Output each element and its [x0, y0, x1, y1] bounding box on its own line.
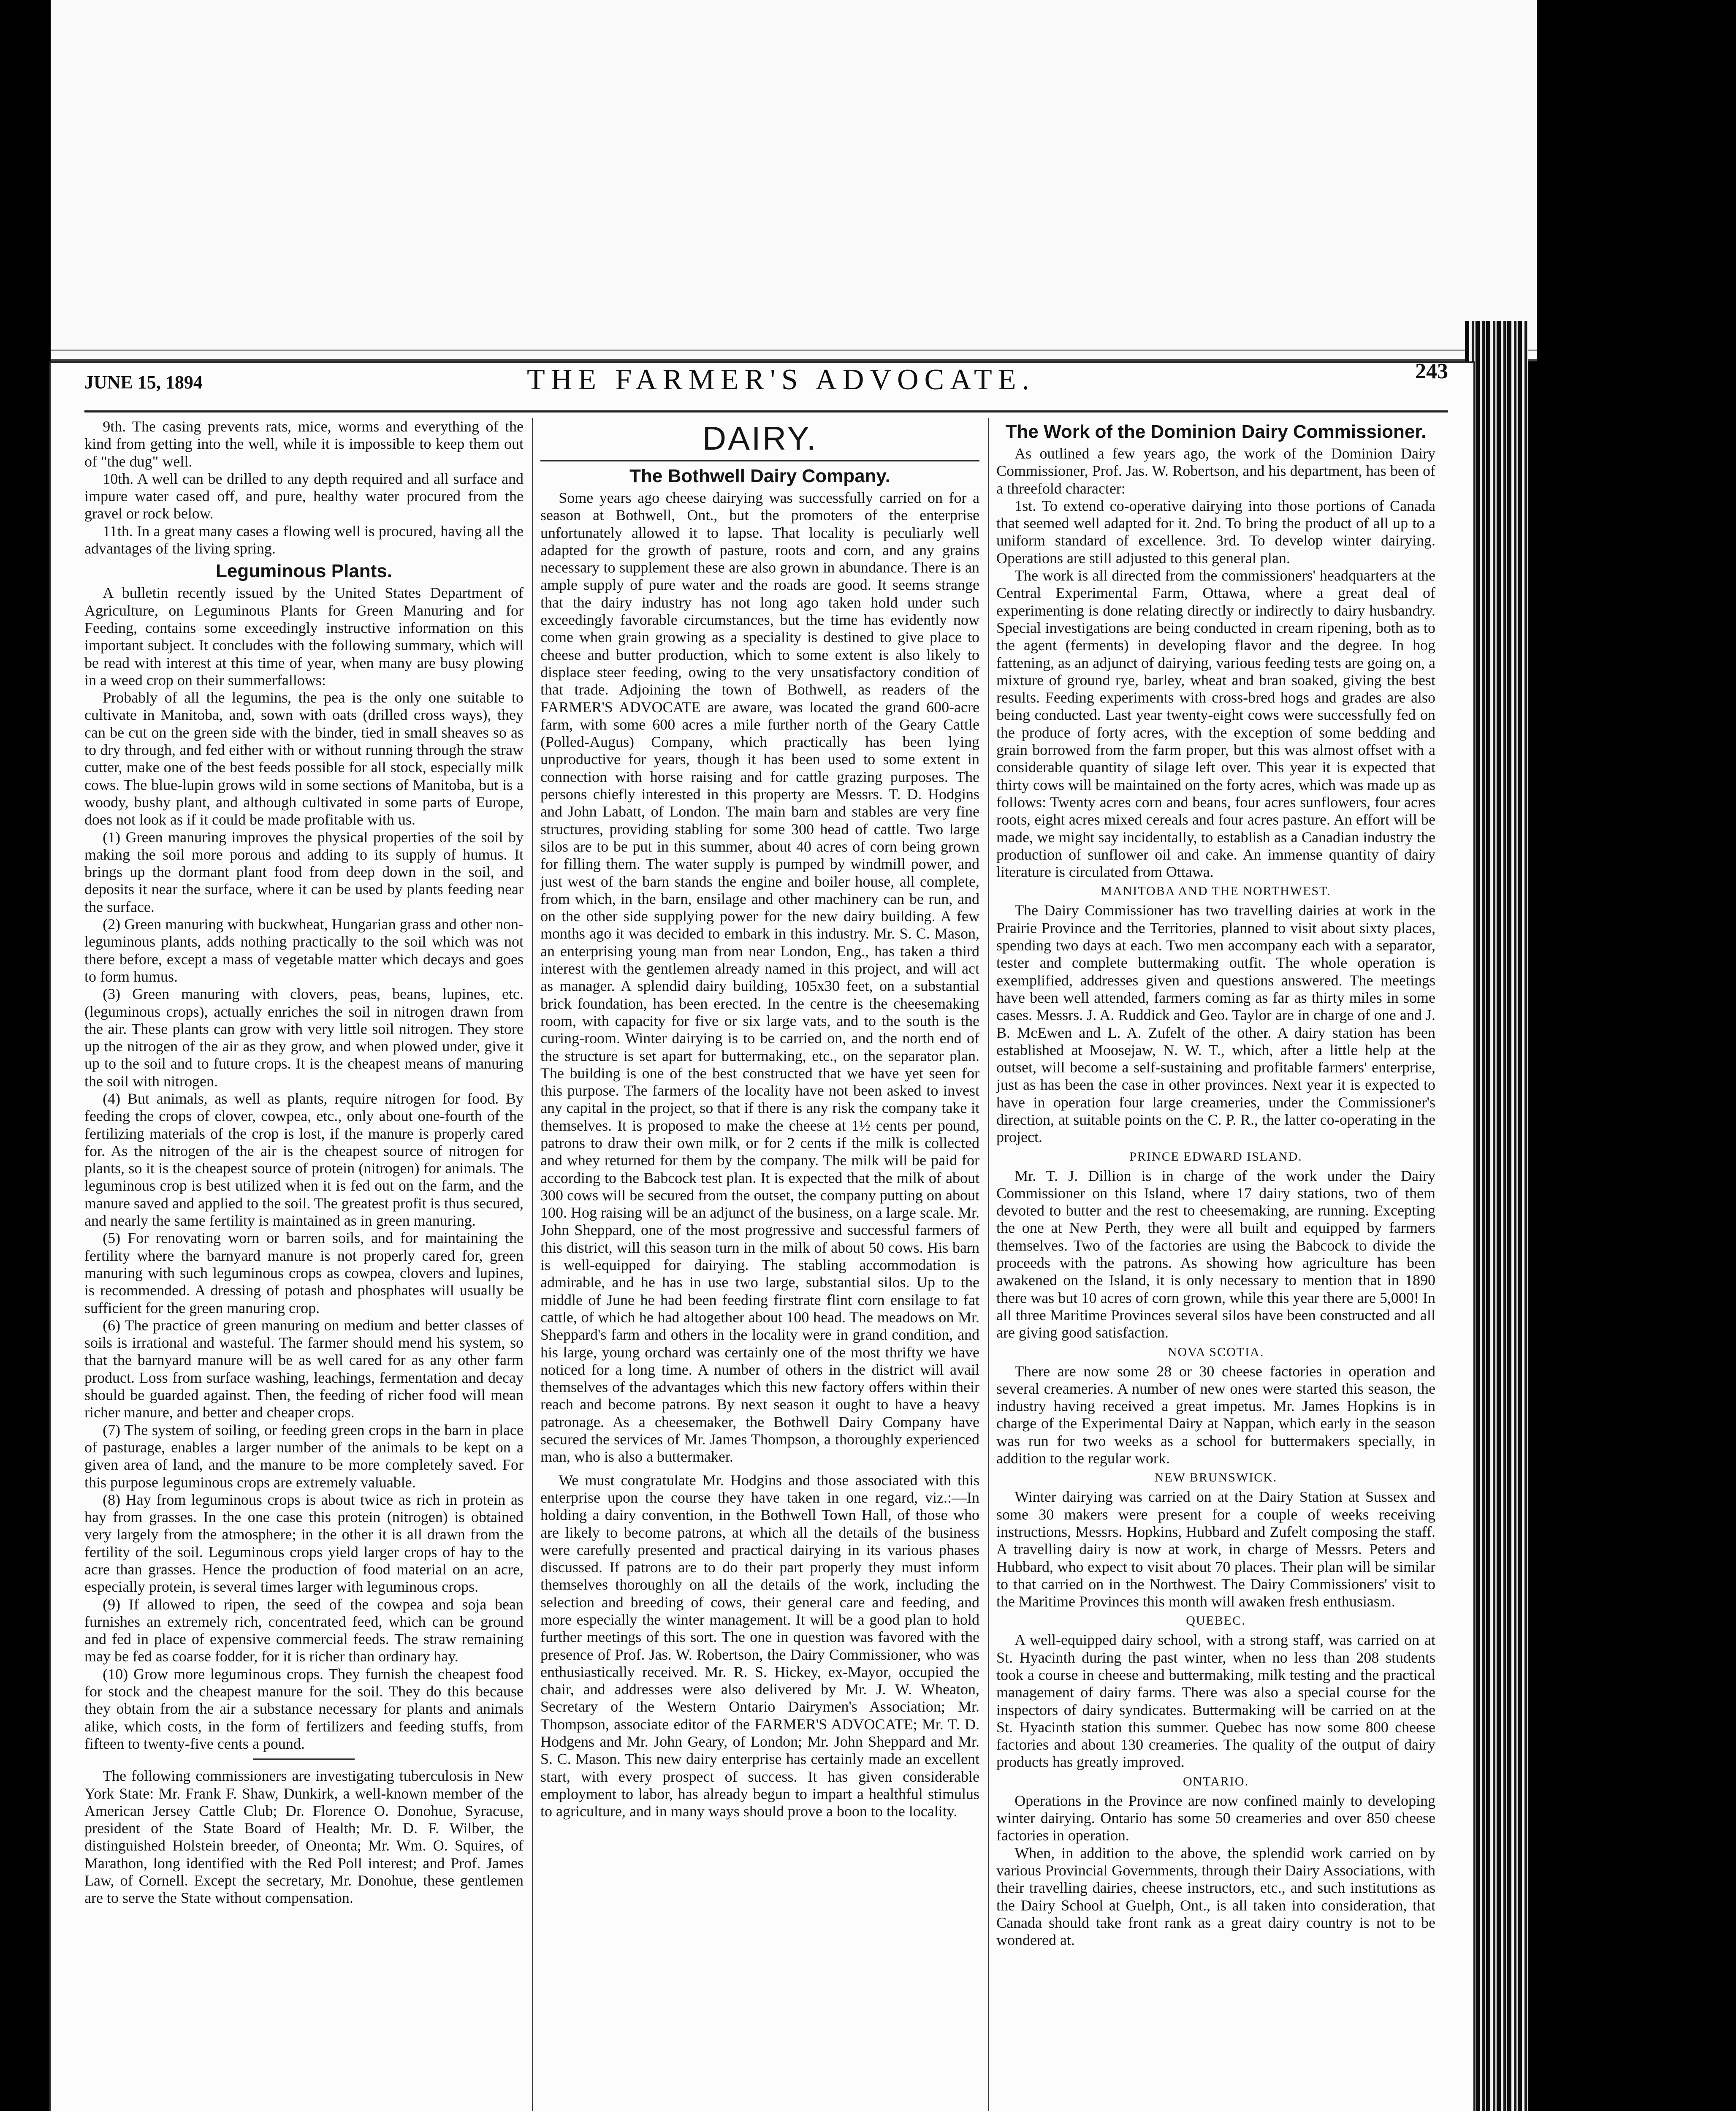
paragraph: (7) The system of soiling, or feeding green crops in the barn in place of pasturage, enables a larger number of the animals to be kept on a given area of land, and the manure to be more completely saved. For this purpose leguminous crops are extremely valuable. — [84, 1421, 524, 1491]
paragraph: (4) But animals, as well as plants, require nitrogen for food. By feeding the crops of clover, cowpea, etc., only about one-fourth of the fertilizing materials of the crop is lost, if the manure is properly cared for. As the nitrogen of the air is the cheapest source of nitrogen for plants, so it is the cheapest source of protein (nitrogen) for animals. The leguminous crop is best utilized when it is fed out on the farm, and the manure saved and applied to the soil. The greatest profit is thus secured, and nearly the same fertility is maintained as in green manuring. — [84, 1090, 524, 1229]
column-2 — [540, 418, 979, 2111]
paragraph: Winter dairying was carried on at the Dairy Station at Sussex and some 30 makers were present for a couple of weeks receiving instructions, Messrs. Hopkins, Hubbard and Zufelt composing the staff. A travelling dairy is now at work, in charge of Messrs. Peters and Hubbard, who expect to visit about 70 places. Their plan will be similar to that carried on in the Northwest. The Dairy Commissioners' visit to the Maritime Provinces this month will awaken fresh enthusiasm. — [996, 1488, 1435, 1610]
subheading: NEW BRUNSWICK. — [1154, 1471, 1278, 1485]
paragraph: There are now some 28 or 30 cheese factories in operation and several creameries. A number of new ones were started this season, the industry having received a great impetus. Mr. James Hopkins is in charge of the Experimental Dairy at Nappan, which early in the season was run for two weeks as a school for buttermakers specially, in addition to the regular work. — [996, 1362, 1435, 1467]
paragraph: Probably of all the legumins, the pea is the only one suitable to cultivate in Manitoba, and, sown with oats (drilled cross ways), they can be cut on the green side with the binder, tied in small sheaves so as to dry through, and fed either with or without running through the straw cutter, make one of the best feeds possible for all stock, especially milk cows. The blue-lupin grows wild in some sections of Manitoba, but is a woody, bushy plant, and although cultivated in some parts of Europe, does not look as if it could be made profitable with us. — [84, 689, 524, 828]
article-heading: The Bothwell Dairy Company. — [629, 466, 890, 486]
subheading: PRINCE EDWARD ISLAND. — [1129, 1149, 1302, 1164]
paragraph: 1st. To extend co-operative dairying into those portions of Canada that seemed well adapted for it. 2nd. To bring the product of all up to a uniform standard of excellence. 3rd. To develop winter dairying. Operations are still adjusted to this general plan. — [996, 497, 1435, 567]
paragraph: (6) The practice of green manuring on medium and better classes of soils is irrational and wasteful. The farmer should mend his system, so that the barnyard manure will be as well cared for as any other farm product. Loss from surface washing, leachings, fermentation and decay should be guarded against. Then, the feeding of richer food will mean richer manure, and better and cheaper crops. — [84, 1316, 524, 1421]
subheading: NOVA SCOTIA. — [1167, 1345, 1264, 1359]
paragraph: As outlined a few years ago, the work of the Dominion Dairy Commissioner, Prof. Jas. W. Robertson, and his department, has been of a threefold character: — [996, 445, 1435, 497]
paragraph: A well-equipped dairy school, with a strong staff, was carried on at St. Hyacinth during the past winter, when no less than 208 students took a course in cheese and buttermaking, milk testing and the practical management of dairy farms. There was also a special course for the inspectors of dairy syndicates. Buttermaking will be carried on at the St. Hyacinth station this summer. Quebec has now some 800 cheese factories and about 130 creameries. The quality of the output of dairy products has greatly improved. — [996, 1631, 1435, 1771]
divider — [253, 1758, 355, 1760]
newspaper-page — [51, 359, 1473, 2111]
paragraph: The work is all directed from the commissioners' headquarters at the Central Experimental Farm, Ottawa, where a great deal of experimenting is done relating directly or indirectly to dairy husbandry. Special investigations are being conducted in cream ripening, both as to the agent (ferments) in developing flavor and the degree. In hog fattening, as an adjunct of dairying, various feeding tests are going on, a mixture of ground rye, barley, wheat and bran soaked, giving the best results. Feeding experiments with cross-bred hogs and grades are also being conducted. Last year twenty-eight cows were successfully fed on the produce of forty acres, with the exception of some bedding and grain borrowed from the farm proper, but this was almost offset with a considerable quantity of silage left over. This year it is expected that thirty cows will be maintained on the forty acres, which was made up as follows: Twenty acres corn and beans, four acres sunflowers, four acres roots, eight acres mixed cereals and four acres pasture. An effort will be made, we might say incidentally, to establish as a Canadian industry the production of sunflower oil and cake. An immense quantity of dairy literature is circulated from Ottawa. — [996, 567, 1435, 881]
issue-date: JUNE 15, 1894 — [84, 372, 203, 393]
subheading: QUEBEC. — [1186, 1614, 1246, 1628]
section-rule — [540, 460, 979, 461]
book-page-edges — [1465, 321, 1528, 2111]
paragraph: (5) For renovating worn or barren soils, and for maintaining the fertility where the barnyard manure is not properly cared for, green manuring with such leguminous crops as cowpea, clovers and lupines, is recommended. A dressing of potash and phosphates will usually be sufficient for the green manuring crop. — [84, 1229, 524, 1316]
paragraph: (8) Hay from leguminous crops is about twice as rich in protein as hay from grasses. In the one case this protein (nitrogen) is obtained very largely from the atmosphere; in the other it is all drawn from the fertility of the soil. Leguminous crops yield larger crops of hay to the acre than grasses. Hence the production of food material on an acre, especially protein, is several times larger with leguminous crops. — [84, 1491, 524, 1595]
column-divider — [532, 418, 533, 2111]
subheading: ONTARIO. — [1183, 1774, 1249, 1788]
paragraph: 9th. The casing prevents rats, mice, worms and everything of the kind from getting into the well, while it is impossible to keep them out of "the dug" well. — [84, 418, 524, 470]
paragraph: Operations in the Province are now confined mainly to developing winter dairying. Ontario has some 50 creameries and over 850 cheese factories in operation. — [996, 1792, 1435, 1844]
paragraph: (10) Grow more leguminous crops. They furnish the cheapest food for stock and the cheapest manure for the soil. They do this because they obtain from the air a substance necessary for plants and animals alike, which costs, in the form of fertilizers and feeding stuffs, from fifteen to twenty-five cents a pound. — [84, 1665, 524, 1752]
header-rule — [84, 410, 1448, 412]
paragraph: (9) If allowed to ripen, the seed of the cowpea and soja bean furnishes an extremely rich, concentrated feed, which can be ground and fed in place of expensive commercial feeds. The straw remaining may be fed as coarse fodder, for it is richer than ordinary hay. — [84, 1595, 524, 1665]
column-1 — [84, 418, 524, 2111]
section-title: DAIRY. — [702, 420, 818, 457]
paragraph: The following commissioners are investigating tuberculosis in New York State: Mr. Frank F. Shaw, Dunkirk, a well-known member of the American Jersey Cattle Club; Dr. Florence O. Donohue, Syracuse, president of the State Board of Health; Mr. D. F. Wilber, the distinguished Holstein breeder, of Oneonta; Mr. Wm. O. Squires, of Marathon, long identified with the Red Poll interest; and Prof. James Law, of Cornell. Except the secretary, Mr. Donohue, these gentlemen are to serve the State without compensation. — [84, 1767, 524, 1907]
subheading: MANITOBA AND THE NORTHWEST. — [1101, 884, 1331, 898]
column-3 — [996, 418, 1435, 2111]
column-divider — [988, 418, 989, 2111]
paragraph: A bulletin recently issued by the United States Department of Agriculture, on Leguminous Plants for Green Manuring and for Feeding, contains some exceedingly instructive information on this important subject. It concludes with the following summary, which will be read with interest at this time of year, when many are busy plowing in a weed crop on their summerfallows: — [84, 584, 524, 689]
paragraph: (3) Green manuring with clovers, peas, beans, lupines, etc. (leguminous crops), actually enriches the soil in nitrogen drawn from the air. These plants can grow with very little soil nitrogen. They store up the nitrogen of the air as they grow, and when plowed under, give it up to the soil and to future crops. It is the cheapest means of manuring the soil with nitrogen. — [84, 985, 524, 1090]
paragraph: When, in addition to the above, the splendid work carried on by various Provincial Governments, through their Dairy Associations, with their travelling dairies, cheese instructors, etc., and such institutions as the Dairy School at Guelph, Ont., is all taken into consideration, that Canada should take front rank as a great dairy country is not to be wondered at. — [996, 1844, 1435, 1949]
paragraph: 11th. In a great many cases a flowing well is procured, having all the advantages of the living spring. — [84, 522, 524, 557]
paragraph: We must congratulate Mr. Hodgins and those associated with this enterprise upon the course they have taken in one regard, viz.:—In holding a dairy convention, in the Bothwell Town Hall, of those who are likely to become patrons, at which all the details of the business were carefully presented and practical dairying in its various phases discussed. If patrons are to do their part properly they must inform themselves thoroughly on all the details of the work, including the selection and breeding of cows, their general care and feeding, and more especially the winter management. It will be a good plan to hold further meetings of this sort. The one in question was favored with the presence of Prof. Jas. W. Robertson, the Dairy Commissioner, who was enthusiastically received. Mr. R. S. Hickey, ex-Mayor, occupied the chair, and addresses were also delivered by Mr. J. W. Wheaton, Secretary of the Western Ontario Dairymen's Association; Mr. Thompson, associate editor of the FARMER'S ADVOCATE; Mr. T. D. Hodgens and Mr. John Geary, of London; Mr. John Sheppard and Mr. S. C. Mason. This new dairy enterprise has certainly made an excellent start, with every prospect of success. It has given considerable employment to labor, has already begun to impart a healthful stimulus to agriculture, and in many ways should prove a boon to the locality. — [540, 1471, 979, 1820]
paragraph: Mr. T. J. Dillion is in charge of the work under the Dairy Commissioner on this Island, where 17 dairy stations, two of them devoted to butter and the rest to cheesemaking, are running. Excepting the one at New Perth, they were all built and equipped by farmers themselves. Two of the factories are using the Babcock to divide the proceeds with the patrons. As showing how agriculture has been awakened on the Island, it is only necessary to mention that in 1890 there was but 10 acres of corn grown, while this year there are 5,000! In all three Maritime Provinces several silos have been constructed and all are giving good satisfaction. — [996, 1167, 1435, 1341]
facing-page-edge — [51, 0, 1537, 361]
page-number: 243 — [1415, 359, 1448, 383]
paragraph: (1) Green manuring improves the physical properties of the soil by making the soil more porous and adding to its supply of humus. It brings up the dormant plant food from deep down in the soil, and deposits it near the surface, where it can be used by plants feeding near the surface. — [84, 828, 524, 915]
paragraph: (2) Green manuring with buckwheat, Hungarian grass and other non-leguminous plants, adds nothing practically to the soil which was not there before, except a mass of vegetable matter which decays and goes to form humus. — [84, 916, 524, 985]
paragraph: 10th. A well can be drilled to any depth required and all surface and impure water cased off, and pure, healthy water procured from the gravel or rock below. — [84, 470, 524, 522]
paragraph: The Dairy Commissioner has two travelling dairies at work in the Prairie Province and the Territories, planned to visit about sixty places, spending two days at each. Two men accompany each with a separator, tester and complete buttermaking outfit. The whole operation is exemplified, addresses given and questions answered. The meetings have been well attended, farmers coming as far as thirty miles in some cases. Messrs. J. A. Ruddick and Geo. Taylor are in charge of one and J. B. McEwen and L. A. Zufelt of the other. A dairy station has been established at Moosejaw, N. W. T., which, after a little help at the outset, will become a self-sustaining and profitable farmers' enterprise, just as has been the case in other provinces. Next year it is expected to have in operation four large creameries, under the Commissioner's direction, at suitable points on the C. P. R., the latter co-operating in the project. — [996, 902, 1435, 1146]
masthead: THE FARMER'S ADVOCATE. — [526, 364, 1036, 396]
article-heading: The Work of the Dominion Dairy Commissioner. — [1005, 421, 1427, 442]
paragraph: Some years ago cheese dairying was successfully carried on for a season at Bothwell, Ont., but the promoters of the enterprise unfortunately allowed it to lapse. That locality is peculiarly well adapted for the growth of pasture, roots and corn, and any grains necessary to supplement these are also grown in abundance. There is an ample supply of pure water and the roads are good. It seems strange that the dairy industry has not long ago taken hold under such exceedingly favorable circumstances, but the time has evidently now come when grain growing as a speciality is destined to give place to cheese and butter production, which to some extent is also likely to displace steer feeding, owing to the very unsatisfactory condition of that trade. Adjoining the town of Bothwell, as readers of the FARMER'S ADVOCATE are aware, was located the grand 600-acre farm, with some 600 acres a mile further north of the Geary Cattle (Polled-Augus) Company, which practically has been lying unproductive for years, though it has been used to some extent in connection with horse raising and for cattle grazing purposes. The persons chiefly interested in this property are Messrs. T. D. Hodgins and John Labatt, of London. The main barn and stables are very fine structures, providing stabling for some 300 head of cattle. Two large silos are to be put in this summer, about 40 acres of corn being grown for filling them. The water supply is pumped by windmill power, and just west of the barn stands the engine and boiler house, all complete, from which, in the barn, ensilage and other machinery can be run, and on the other side supplying power for the new dairy building. A few months ago it was decided to embark in this industry. Mr. S. C. Mason, an enterprising young man from near London, Eng., has taken a third interest with the gentlemen already named in this project, and will act as manager. A splendid dairy building, 105x30 feet, on a substantial brick foundation, has been erected. In the centre is the cheesemaking room, with capacity for five or six large vats, and to the south is the curing-room. Winter dairying is to be carried on, and the north end of the structure is set apart for buttermaking, etc., on the separator plan. The building is one of the best constructed that we have yet seen for this purpose. The farmers of the locality have not been asked to invest any capital in the project, so that if there is any risk the company take it themselves. It is proposed to make the cheese at 1½ cents per pound, patrons to draw their own milk, or for 2 cents if the milk is collected and whey returned for them by the company. The milk will be paid for according to the Babcock test plan. It is expected that the milk of about 300 cows will be secured from the outset, the company putting on about 100. Hog raising will be an adjunct of the business, on a large scale. Mr. John Sheppard, one of the most progressive and successful farmers of this district, will this season turn in the milk of about 50 cows. His barn is well-equipped for dairying. The stabling accommodation is admirable, and he has in use two large, substantial silos. Up to the middle of June he had been feeding firstrate flint corn ensilage to fat cattle, of which he had altogether about 100 head. The meadows on Mr. Sheppard's farm and others in the locality were in grand condition, and his large, young orchard was certainly one of the most thrifty we have noticed for a long time. A number of others in the district will avail themselves of the advantages which this new factory offers within their reach and become patrons. By next season it ought to have a heavy patronage. As a cheesemaker, the Bothwell Dairy Company have secured the services of Mr. James Thompson, a thoroughly experienced man, who is also a buttermaker. — [540, 489, 979, 1465]
article-heading: Leguminous Plants. — [215, 561, 393, 582]
page-header — [84, 359, 1448, 410]
